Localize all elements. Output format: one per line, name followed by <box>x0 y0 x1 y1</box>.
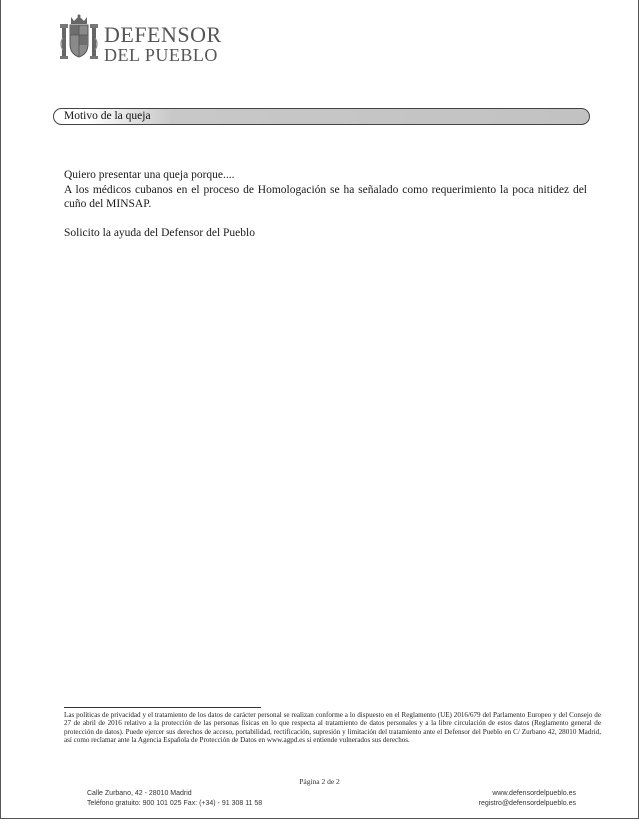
privacy-notice: Las políticas de privacidad y el tratamiento de los datos de carácter personal se realizan conforme a lo dispuesto en el Reglamento (UE) 2016/679 del Parlamento Europeo y del Consejo de 27 de abril de 2016 relativo a la protección de las personas físicas en lo que respecta al tratamiento de datos personales y a la libre circulación de estos datos (Reglamento general de protección de datos). Puede ejercer sus derechos de acceso, portabilidad, rectificación, supresión y limitación del tratamiento ante el Defensor del Pueblo en C/ Zurbano 42, 28010 Madrid, así como reclamar ante la Agencia Española de Protección de Datos en www.agpd.es si entiende vulnerados sus derechos. <box>64 711 601 745</box>
logo-line1: DEFENSOR <box>104 22 222 47</box>
complaint-body <box>64 168 587 240</box>
email-link[interactable]: registro@defensordelpueblo.es <box>478 800 576 807</box>
defensor-del-pueblo-logo <box>59 14 229 64</box>
complaint-request: Solicito la ayuda del Defensor del Pueblo <box>64 226 255 239</box>
phone-fax: Teléfono gratuito: 900 101 025 Fax: (+34) - 91 308 11 58 <box>87 800 263 807</box>
logo-wordmark <box>104 24 222 65</box>
logo-line2: DEL PUEBLO <box>104 45 218 65</box>
complaint-reason: A los médicos cubanos en el proceso de Homologación se ha señalado como requerimiento la poca nitidez del cuño del MINSAP. <box>64 183 587 211</box>
section-title: Motivo de la queja <box>64 110 151 122</box>
footnote-divider <box>64 707 261 708</box>
contact-web-block <box>479 789 576 809</box>
coat-of-arms-icon <box>59 14 99 62</box>
section-header-motivo <box>53 108 590 125</box>
page-number: Página 2 de 2 <box>299 777 340 786</box>
postal-address: Calle Zurbano, 42 - 28010 Madrid <box>87 790 192 797</box>
website-link[interactable]: www.defensordelpueblo.es <box>492 790 576 797</box>
complaint-intro: Quiero presentar una queja porque.... <box>64 169 235 181</box>
contact-address-block <box>87 789 262 809</box>
